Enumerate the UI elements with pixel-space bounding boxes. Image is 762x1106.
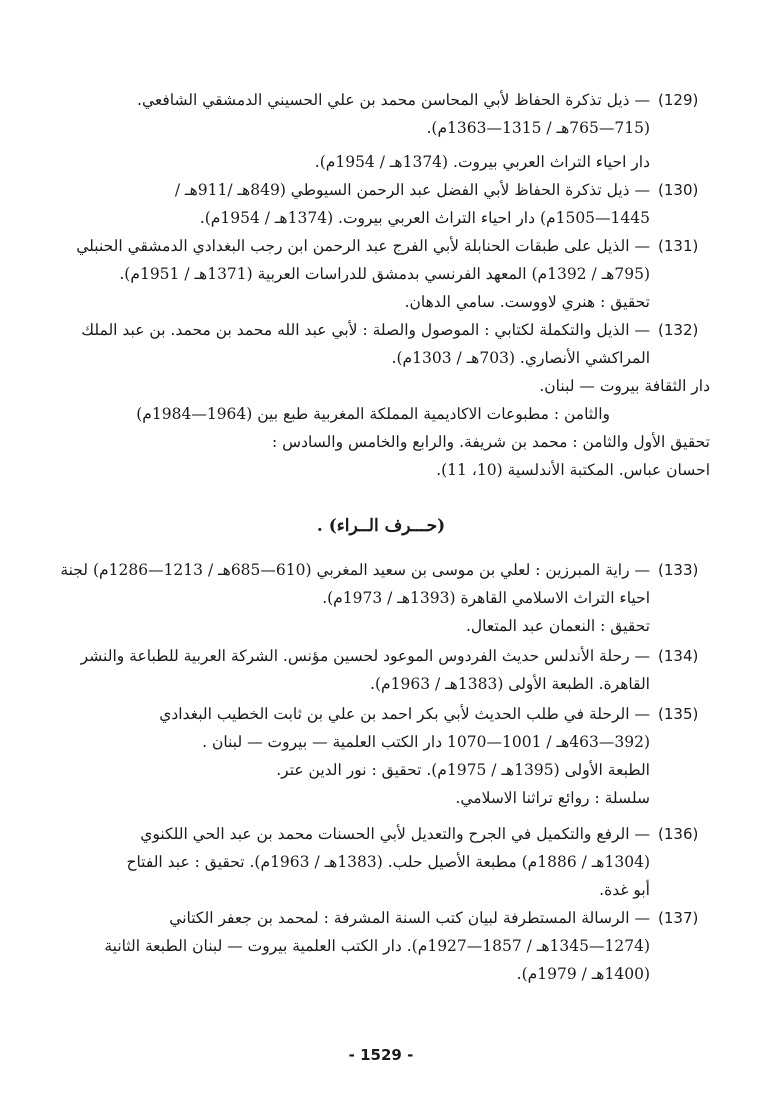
- bibliography-entry-132: [50, 316, 710, 372]
- entry-line: — ذيل تذكرة الحفاظ لأبي الفضل عبد الرحمن السيوطي (849هـ /911هـ /: [174, 181, 650, 199]
- entry-line: — الذيل على طبقات الحنابلة لأبي الفرج عبد الرحمن ابن رجب البغدادي الدمشقي الحنبلي: [76, 237, 650, 255]
- entry-line: القاهرة. الطبعة الأولى (1383هـ / 1963م).: [370, 675, 650, 693]
- entry-line: — الرفع والتكميل في الجرح والتعديل لأبي الحسنات محمد بن عبد الحي اللكنوي: [140, 825, 650, 843]
- entry-text: [50, 700, 650, 812]
- entry-text: [50, 904, 650, 988]
- entry-line: احسان عباس. المكتبة الأندلسية (10، 11).: [436, 461, 710, 479]
- entry-line: (715—765هـ / 1315—1363م).: [426, 119, 650, 137]
- entry-line: (795هـ / 1392م) المعهد الفرنسي بدمشق للدراسات العربية (1371هـ / 1951م).: [119, 265, 650, 283]
- page-number: - 1529 -: [348, 1046, 414, 1064]
- bibliography-entry-136: [50, 820, 710, 904]
- entry-text: [50, 316, 650, 372]
- entry-text: [50, 232, 650, 316]
- entry-number: (133): [658, 561, 699, 579]
- entry-line: (392—463هـ / 1001—1070 دار الكتب العلمية — بيروت — لبنان .: [202, 733, 650, 751]
- entry-number: (132): [658, 321, 699, 339]
- entry-line: تحقيق : هنري لاووست. سامي الدهان.: [404, 293, 650, 311]
- entry-line: دار الثقافة بيروت — لبنان.: [539, 377, 710, 395]
- entry-line: الطبعة الأولى (1395هـ / 1975م). تحقيق : نور الدين عتر.: [276, 761, 650, 779]
- bibliography-entry-132-notes: [50, 372, 710, 484]
- section-heading: (حـــرف الــراء) .: [316, 516, 446, 536]
- entry-number: (137): [658, 909, 699, 927]
- entry-number: (136): [658, 825, 699, 843]
- entry-line: — الرحلة في طلب الحديث لأبي بكر احمد بن علي بن ثابت الخطيب البغدادي: [159, 705, 650, 723]
- entry-number: (129): [658, 91, 699, 109]
- entry-line: — الرسالة المستطرفة لبيان كتب السنة المشرفة : لمحمد بن جعفر الكتاني: [169, 909, 650, 927]
- entry-line: سلسلة : روائع تراثنا الاسلامي.: [455, 789, 650, 807]
- entry-line: — راية المبرزين : لعلي بن موسى بن سعيد المغربي (610—685هـ / 1213—1286م) لجنة: [60, 561, 650, 579]
- entry-line: والثامن : مطبوعات الاكاديمية المملكة المغربية طبع بين (1964—1984م): [136, 405, 610, 423]
- entry-text: [50, 556, 650, 640]
- entry-line: — رحلة الأندلس حديث الفردوس الموعود لحسين مؤنس. الشركة العربية للطباعة والنشر: [80, 647, 650, 665]
- entry-line: المراكشي الأنصاري. (703هـ / 1303م).: [391, 349, 650, 367]
- entry-line: 1445—1505م) دار احياء التراث العربي بيروت. (1374هـ / 1954م).: [199, 209, 650, 227]
- entry-line: (1304هـ / 1886م) مطبعة الأصيل حلب. (1383هـ / 1963م). تحقيق : عبد الفتاح: [126, 853, 650, 871]
- bibliography-entry-129: [50, 86, 710, 176]
- bibliography-entry-135: [50, 700, 710, 812]
- entry-line: احياء التراث الاسلامي القاهرة (1393هـ / 1973م).: [322, 589, 650, 607]
- entry-number: (131): [658, 237, 699, 255]
- entry-line: (1400هـ / 1979م).: [516, 965, 650, 983]
- bibliography-entry-131: [50, 232, 710, 316]
- entry-text: [50, 176, 650, 232]
- entry-notes: [50, 372, 710, 484]
- bibliography-entry-134: [50, 642, 710, 698]
- entry-text: [50, 820, 650, 904]
- bibliography-entry-137: [50, 904, 710, 988]
- entry-line: (1274—1345هـ / 1857—1927م). دار الكتب العلمية بيروت — لبنان الطبعة الثانية: [104, 937, 650, 955]
- entry-number: (134): [658, 647, 699, 665]
- bibliography-entry-130: [50, 176, 710, 232]
- entry-text: [50, 642, 650, 698]
- bibliography-entry-133: [50, 556, 710, 640]
- entry-line: — الذيل والتكملة لكتابي : الموصول والصلة : لأبي عبد الله محمد بن محمد. بن عبد الملك: [81, 321, 650, 339]
- entry-text: [50, 86, 650, 176]
- entry-line: دار احياء التراث العربي بيروت. (1374هـ / 1954م).: [314, 153, 650, 171]
- entry-line: — ذيل تذكرة الحفاظ لأبي المحاسن محمد بن علي الحسيني الدمشقي الشافعي.: [137, 91, 650, 109]
- entry-number: (135): [658, 705, 699, 723]
- entry-line: تحقيق الأول والثامن : محمد بن شريفة. والرابع والخامس والسادس :: [272, 433, 710, 451]
- entry-line: تحقيق : النعمان عبد المتعال.: [465, 617, 650, 635]
- entry-line: أبو غدة.: [599, 881, 650, 899]
- entry-number: (130): [658, 181, 699, 199]
